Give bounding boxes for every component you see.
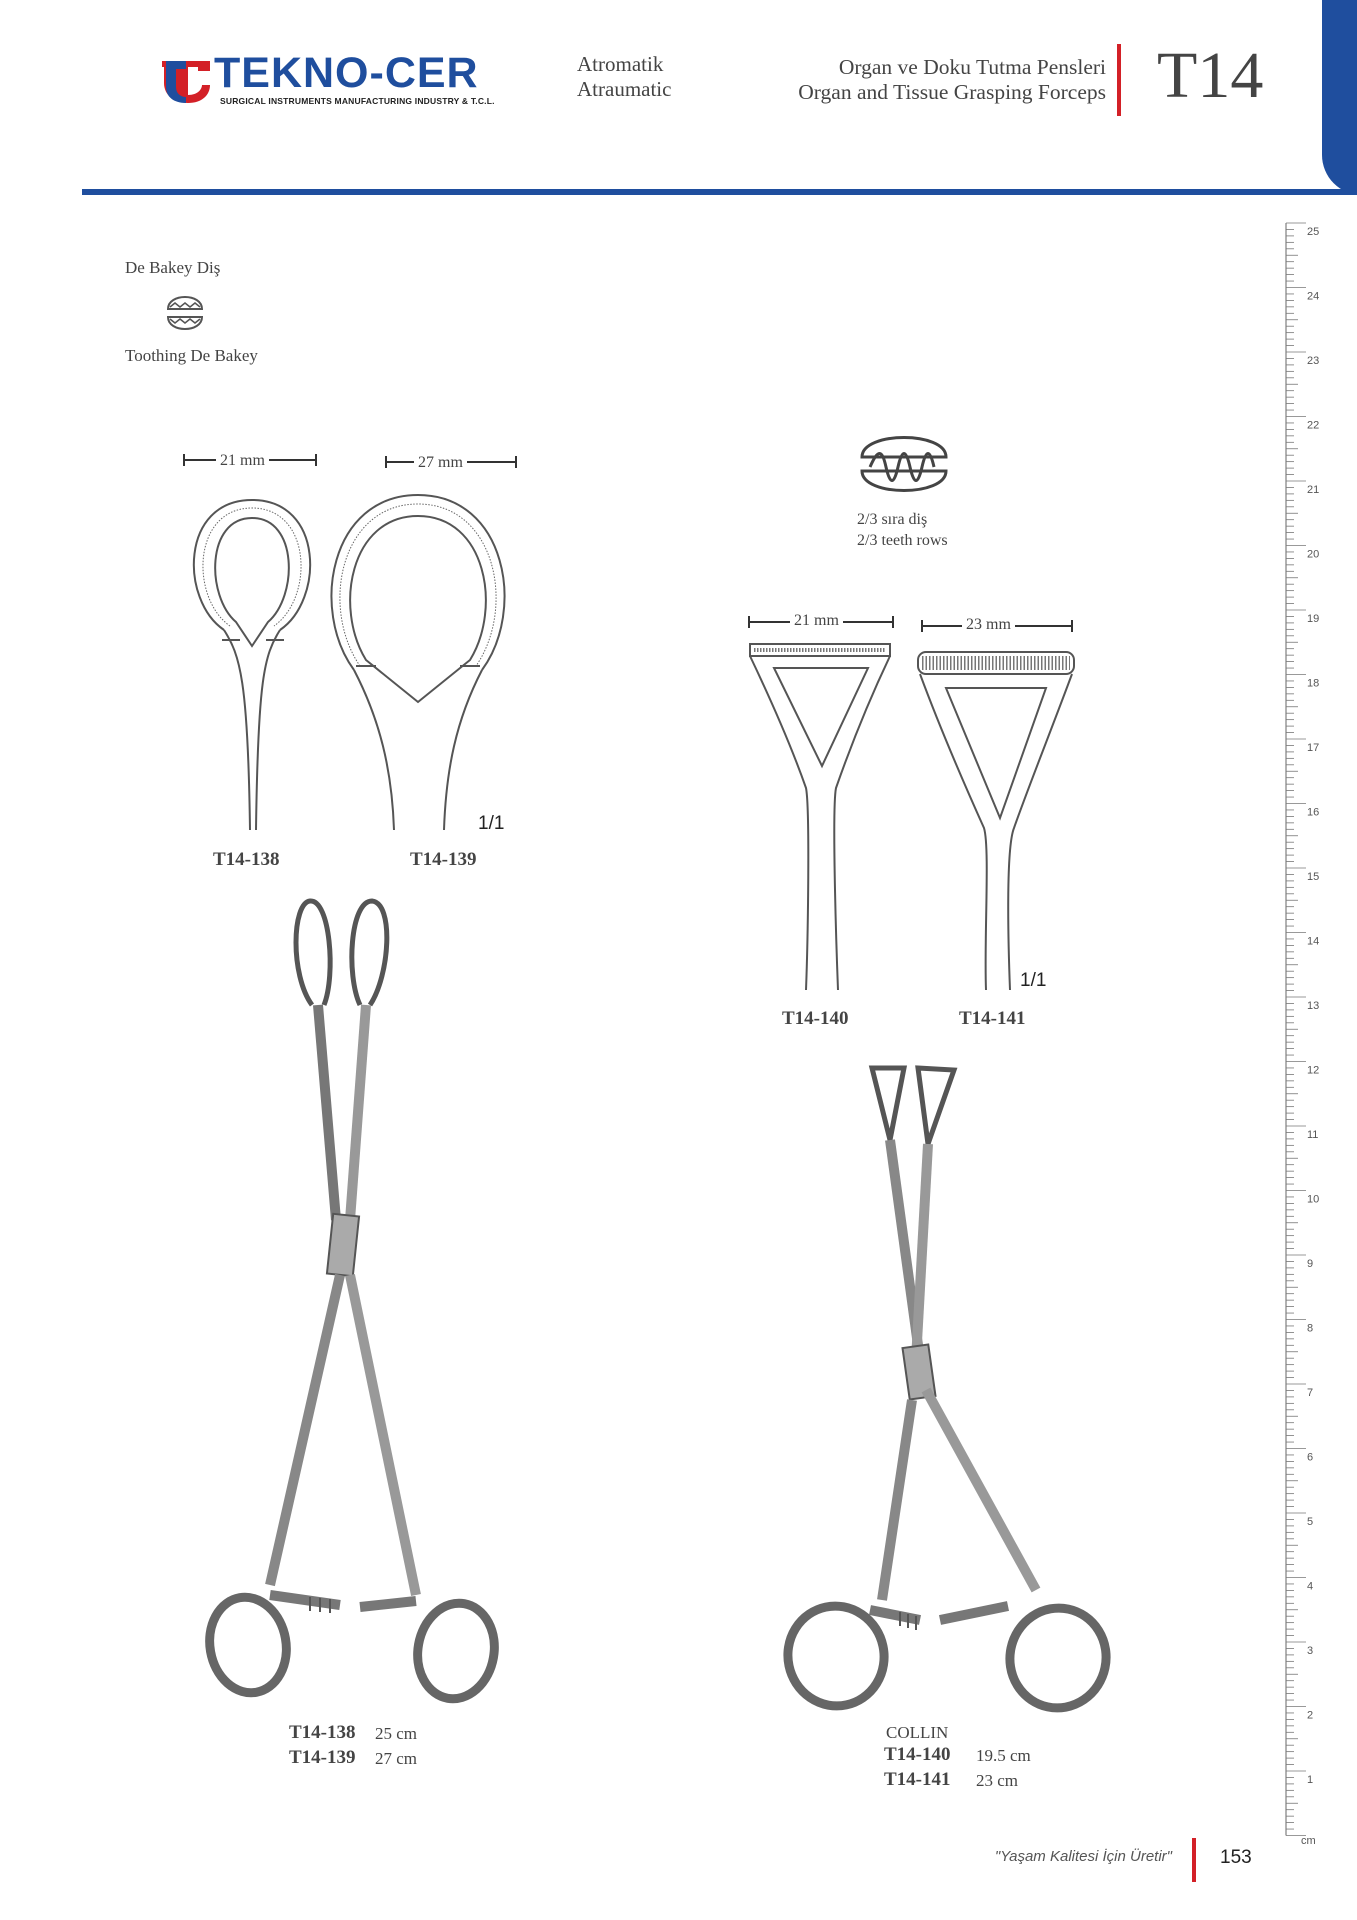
teeth-rows-label-en: 2/3 teeth rows [857, 532, 948, 549]
jaw-detail-138-139 [170, 490, 550, 835]
ruler-label: 20 [1307, 548, 1320, 561]
ruler-label: 10 [1307, 1193, 1320, 1206]
brand-name: TEKNO-CER [214, 49, 479, 97]
teeth-rows-icon [856, 427, 952, 501]
ruler-label: 22 [1307, 419, 1320, 432]
caption-code-140: T14-140 [884, 1744, 951, 1765]
footer-tagline: "Yaşam Kalitesi İçin Üretir" [994, 1848, 1172, 1865]
ruler-label: 3 [1307, 1645, 1314, 1657]
ruler-label: 17 [1307, 742, 1320, 754]
ruler-unit: cm [1301, 1835, 1316, 1847]
ruler-label: 21 [1307, 484, 1320, 496]
ruler-label: 23 [1307, 355, 1320, 367]
forceps-illustration-collin [760, 1060, 1120, 1715]
product-code-139: T14-139 [410, 849, 477, 870]
ruler-label: 6 [1307, 1451, 1314, 1464]
category-tr: Atromatik [577, 52, 664, 76]
scale-mark-right: 1/1 [1020, 970, 1047, 991]
ruler-label: 11 [1307, 1129, 1319, 1141]
category-en: Atraumatic [577, 77, 672, 101]
caption-code-141: T14-141 [884, 1769, 951, 1790]
width-label-140: 21 mm [790, 612, 843, 630]
tooth-label-tr: De Bakey Diş [125, 258, 221, 277]
title-divider [1117, 44, 1121, 116]
page-title-tr: Organ ve Doku Tutma Pensleri [838, 55, 1106, 79]
ruler-label: 7 [1307, 1387, 1314, 1399]
width-label-141: 23 mm [962, 616, 1015, 634]
product-code-140: T14-140 [782, 1008, 849, 1029]
jaw-detail-140-141 [740, 638, 1080, 998]
footer-divider [1192, 1838, 1196, 1882]
ruler-label: 25 [1307, 226, 1320, 238]
ruler-label: 12 [1307, 1064, 1320, 1077]
ruler-label: 16 [1307, 806, 1320, 819]
ruler-label: 18 [1307, 677, 1320, 690]
ruler-label: 24 [1307, 290, 1320, 303]
ruler-label: 2 [1307, 1709, 1314, 1722]
ruler-label: 5 [1307, 1516, 1314, 1528]
forceps-illustration-138-139 [200, 895, 520, 1715]
caption-length-139: 27 cm [375, 1749, 418, 1768]
caption-length-140: 19.5 cm [976, 1746, 1031, 1765]
ruler-label: 9 [1307, 1258, 1314, 1270]
caption-instrument-name: COLLIN [886, 1723, 949, 1742]
ruler-label: 13 [1307, 1000, 1320, 1012]
ruler-label: 4 [1307, 1580, 1314, 1593]
tooth-label-en: Toothing De Bakey [125, 346, 258, 365]
product-code-141: T14-141 [959, 1008, 1026, 1029]
ruler-label: 15 [1307, 871, 1320, 883]
brand-subtitle: SURGICAL INSTRUMENTS MANUFACTURING INDUSTRY & T.C.L. [220, 96, 495, 106]
width-label-139: 27 mm [414, 454, 467, 472]
product-code-138: T14-138 [213, 849, 280, 870]
header-rule [82, 189, 1357, 195]
ruler-label: 1 [1307, 1774, 1314, 1786]
ruler-label: 8 [1307, 1322, 1314, 1335]
caption-length-138: 25 cm [375, 1724, 418, 1743]
brand-logo-icon [160, 57, 212, 103]
scale-mark-left: 1/1 [478, 813, 505, 834]
section-code: T14 [1157, 39, 1264, 112]
caption-code-138: T14-138 [289, 1722, 356, 1743]
caption-code-139: T14-139 [289, 1747, 356, 1768]
page-number: 153 [1220, 1847, 1252, 1868]
centimeter-ruler [1280, 215, 1320, 1840]
caption-length-141: 23 cm [976, 1771, 1019, 1790]
ruler-label: 19 [1307, 613, 1320, 625]
ruler-label: 14 [1307, 935, 1320, 948]
width-label-138: 21 mm [216, 452, 269, 470]
header-corner-tab [1322, 0, 1357, 195]
page-title-en: Organ and Tissue Grasping Forceps [798, 80, 1106, 104]
teeth-rows-label-tr: 2/3 sıra diş [857, 511, 928, 528]
debakey-tooth-icon [164, 287, 206, 339]
